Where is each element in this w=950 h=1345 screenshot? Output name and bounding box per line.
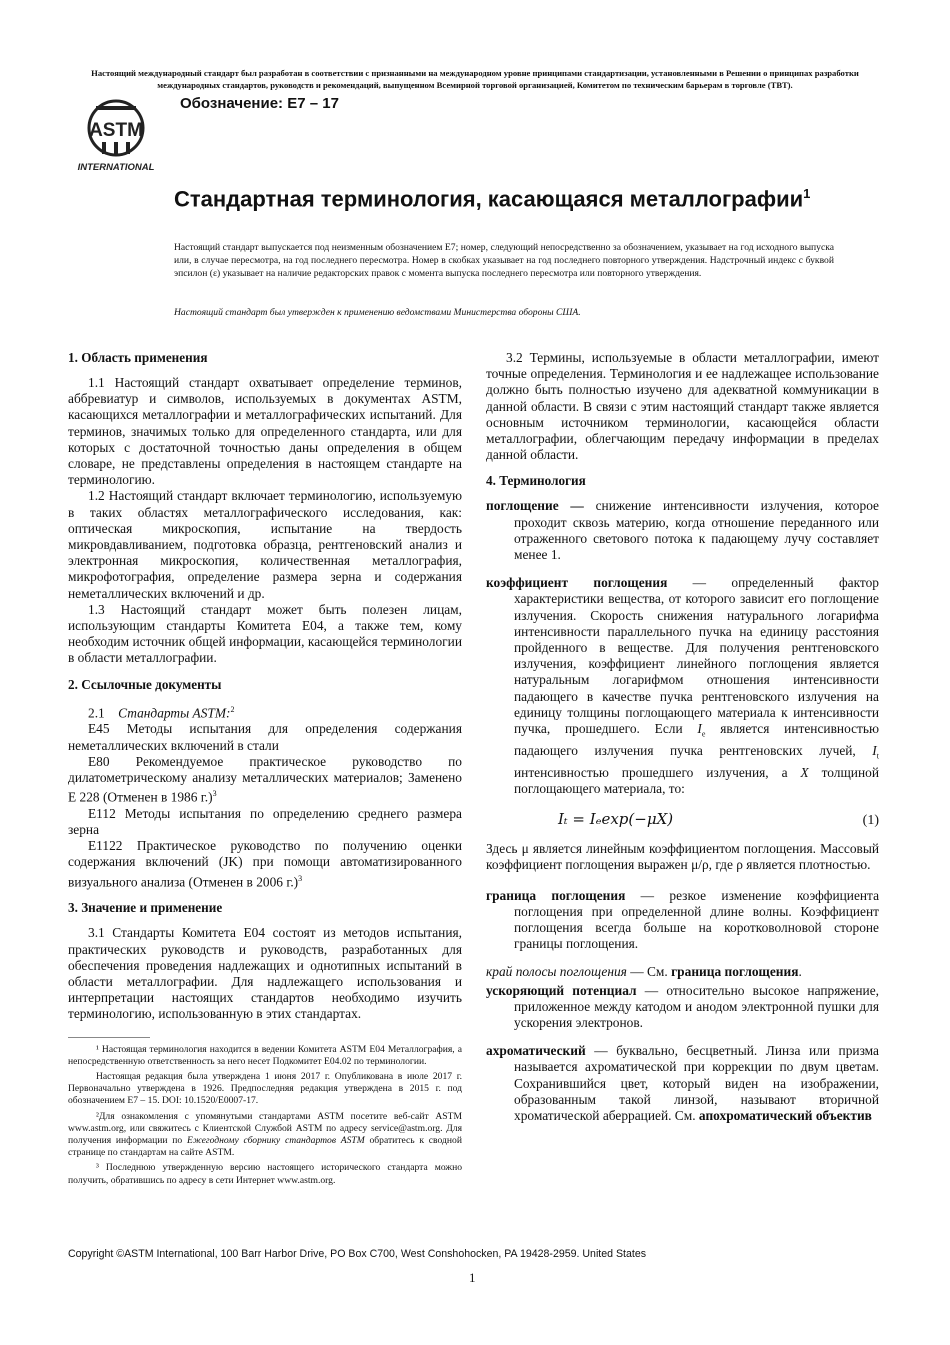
astm-logo-text: ASTM [89, 120, 143, 141]
section-heading-significance: 3. Значение и применение [68, 900, 223, 916]
term-absorption-edge [486, 888, 879, 953]
symbol-it-sub: t [876, 751, 879, 761]
footnote-marker-2: 2 [230, 704, 235, 714]
international-standard-notice: Настоящий международный стандарт был разработан в соответствии с признанными на международном уровне принципами стандартизации, установленными в Решении о принципах разработки международных стандартов, руководств и рекомендаций, выпущенном Всемирной торговой организацией, Комитетом по техническим барьерам в торговле (ТВТ). [91, 68, 859, 90]
symbol-ie-sub: e [701, 729, 706, 739]
title-footnote-marker: 1 [803, 186, 811, 201]
page-title [174, 181, 874, 212]
reference-e1122-text: E1122 Практическое руководство по получению оценки содержания включений (JK) при помощи автоматизированного визуального анализа (Отменен в 2006 г.) [68, 838, 462, 890]
footnote-3: ³ Последнюю утвержденную версию настоящего исторического стандарта можно получить, обратившись по адресу в сети Интернет www.astm.org. [68, 1162, 462, 1186]
reference-e1122 [68, 838, 462, 890]
symbol-it: I [872, 742, 877, 758]
footnote-1b: Настоящая редакция была утверждена 1 июня 2017 г. Опубликована в июле 2017 г. Первоначально утверждена в 1926. Предпоследняя редакция утверждена в 2015 г. под обозначением E7 – 15. DOI: 10.1520/E0007-17. [68, 1070, 462, 1107]
designation: Обозначение: E7 – 17 [180, 95, 339, 112]
right-column [486, 350, 879, 1136]
paragraph-1-2: 1.2 Настоящий стандарт включает терминологию, используемую в таких областях металлографического исследования, как: оптическая микроскопия, испытание на твердость микровдавливанием, подготовка образца, рентгеновский анализ и электронная микроскопия, количественная металлография, микрофотография, определение размера зерна и содержания неметаллических включений и др. [68, 488, 462, 601]
term-absorption-band-edge-ref: граница поглощения [671, 964, 799, 980]
term-accelerating-potential-name: ускоряющий потенциал [486, 982, 637, 998]
section-heading-references: 2. Ссылочные документы [68, 676, 222, 692]
footnote-2-italic: Ежегодному сборнику стандартов ASTM [186, 1134, 365, 1146]
paragraph-1-1: 1.1 Настоящий стандарт охватывает определение терминов, аббревиатур и символов, используемых в документах ASTM, касающихся металлографии и металлографических испытаний. Для терминов, значимых только для определенного стандарта, или для которых с достаточной точностью даны определения в общем словаре, не представлены определения в настоящем стандарте на терминологию. [68, 375, 462, 488]
copyright-line: Copyright ©ASTM International, 100 Barr Harbor Drive, PO Box C700, West Conshohocken, PA 19428-2959. United States [68, 1248, 647, 1260]
paragraph-3-2: 3.2 Термины, используемые в области металлографии, имеют точные определения. Терминология и ее надлежащее использование должно быть полностью изучено для адекватной коммуникации в данной области. В связи с этим настоящий стандарт также является основным источником терминологии, касающейся области металлографии, облегчающим передачу информации в пределах данной области. [486, 350, 879, 463]
title-text: Стандартная терминология, касающаяся металлографии [174, 186, 804, 212]
term-achromatic-def: — буквально, бесцветный. Линза или призма называется ахроматической при коррекции по двум цветам. Сохранившийся цвет, который виден на изображении, образованным такой линзой, называют вторичной хроматической аберрацией. См. [514, 1043, 879, 1124]
term-absorption-band-edge-see: — См. [626, 964, 672, 980]
term-absorption [486, 498, 879, 563]
term-accelerating-potential [486, 983, 879, 1032]
paragraph-2-1-number: 2.1 [88, 705, 105, 721]
footnote-2-text-b: обратитесь к сводной странице по стандартам на сайте ASTM. [68, 1134, 462, 1159]
term-absorption-band-edge [486, 964, 879, 980]
term-absorption-coefficient-name: коэффициент поглощения [486, 575, 668, 591]
left-column [68, 350, 462, 1190]
section-heading-scope: 1. Область применения [68, 350, 208, 365]
footnote-1: ¹ Настоящая терминология находится в ведении Комитета ASTM E04 Металлография, а непосредственную ответственность за него несет Подкомитет E04.02 по терминологии. [68, 1043, 462, 1067]
astm-logo [74, 98, 158, 174]
equation-1-number: (1) [862, 813, 879, 829]
reference-e112: E112 Методы испытания по определению среднего размера зерна [68, 805, 462, 838]
paragraph-2-1-text: Стандарты ASTM: [118, 705, 231, 721]
approval-note: Настоящий стандарт был утвержден к применению ведомствами Министерства обороны США. [174, 307, 581, 318]
intro-paragraph: Настоящий стандарт выпускается под неизменным обозначением E7; номер, следующий непосредственно за обозначением, указывает на год исходного выпуска или, в случае пересмотра, на год последнего пересмотра. Номер в скобках указывает на год последнего повторного утверждения. Надстрочный индекс с буквой эпсилон (ε) указывает на наличие редакторских правок с момента выпуска последнего пересмотра или повторного утверждения. [174, 242, 834, 279]
paragraph-3-1: 3.1 Стандарты Комитета E04 состоят из методов испытания, практических руководств и руководств, разработанных для обеспечения проведения надлежащих и однотипных испытаний в области металлографии. Для надлежащего использования и интерпретации настоящих стандартов необходимо изучить терминологию, использованную в этих стандартах. [68, 925, 462, 1022]
footnote-marker-3b: 3 [298, 873, 303, 883]
term-absorption-coefficient-def-c: интенсивностью прошедшего излучения, а [514, 764, 801, 780]
equation-1 [486, 807, 879, 837]
term-absorption-band-edge-end: . [798, 964, 802, 980]
equation-1-expression: Iₜ = Iₑexp(−μX) [558, 810, 674, 829]
astm-logo-subtext: INTERNATIONAL [77, 162, 155, 173]
symbol-ie: I [697, 721, 702, 737]
reference-e45: E45 Методы испытания для определения содержания неметаллических включений в стали [68, 721, 462, 753]
term-absorption-name: поглощение — [486, 498, 584, 514]
footnote-marker-3a: 3 [212, 789, 217, 799]
term-absorption-coefficient-def-d: толщиной поглощающего материала, то: [514, 764, 879, 797]
term-absorption-edge-name: граница поглощения [486, 887, 626, 903]
paragraph-2-1 [68, 702, 462, 722]
page-number: 1 [469, 1270, 476, 1285]
term-absorption-coefficient-def-b: является интенсивностью падающего излучения пучка рентгеновских лучей, [514, 721, 880, 758]
reference-e80-text: E80 Рекомендуемое практическое руководство по дилатометрическому анализу металлических материалов; Заменено E 228 (Отменен в 1986 г.) [68, 753, 462, 805]
term-achromatic [486, 1043, 879, 1124]
term-achromatic-name: ахроматический [486, 1043, 586, 1059]
section-heading-terminology: 4. Терминология [486, 473, 586, 489]
footnote-2-text-a: ²Для ознакомления с упомянутыми стандартами ASTM посетите веб-сайт ASTM www.astm.org, или свяжитесь с Клиентской Службой ASTM по адресу service@astm.org. Для получения информации по [68, 1110, 462, 1146]
term-accelerating-potential-def: — относительно высокое напряжение, приложенное между катодом и анодом электронной пушки для ускорения электронов. [514, 982, 879, 1031]
footnote-2 [68, 1111, 462, 1160]
term-absorption-edge-def: — резкое изменение коэффициента поглощения при определенной длине волны. Коэффициент поглощения всегда больше на коротковолновой стороне границы поглощения. [514, 887, 880, 952]
term-absorption-def: снижение интенсивности излучения, которое проходит сквозь материю, когда отношение переданного или отраженного светового потока к падающему лучу составляет менее 1. [514, 498, 879, 563]
paragraph-1-3: 1.3 Настоящий стандарт может быть полезен лицам, использующим стандарты Комитета E04, а также тем, кому необходим источник общей информации, касающейся терминологии в области металлографии. [68, 601, 462, 666]
term-absorption-band-edge-name: край полосы поглощения [486, 964, 627, 980]
term-achromatic-ref: апохроматический объектив [698, 1108, 872, 1124]
reference-e80 [68, 754, 462, 806]
after-equation-text: Здесь μ является линейным коэффициентом поглощения. Массовый коэффициент поглощения выражен μ/ρ, где ρ является плотностью. [486, 841, 879, 873]
term-absorption-coefficient [486, 575, 879, 797]
symbol-x: X [800, 764, 809, 780]
footnotes [68, 1044, 462, 1187]
footnote-divider [68, 1037, 150, 1038]
term-absorption-coefficient-def-a: — определенный фактор характеристики вещества, от которого зависит его поглощение излучения. Скорость снижения натурального логарифма интенсивности параллельного пучка на единицу расстояния пройденного в веществе. Для получения рентгеновского излучения, коэффициент линейного поглощения является натуральным логарифмом отношения интенсивности падающего в качестве пучка рентгеновского излучения на единицу толщины поглощающего материала к интенсивности пучка, прошедшего. Если [514, 575, 880, 737]
